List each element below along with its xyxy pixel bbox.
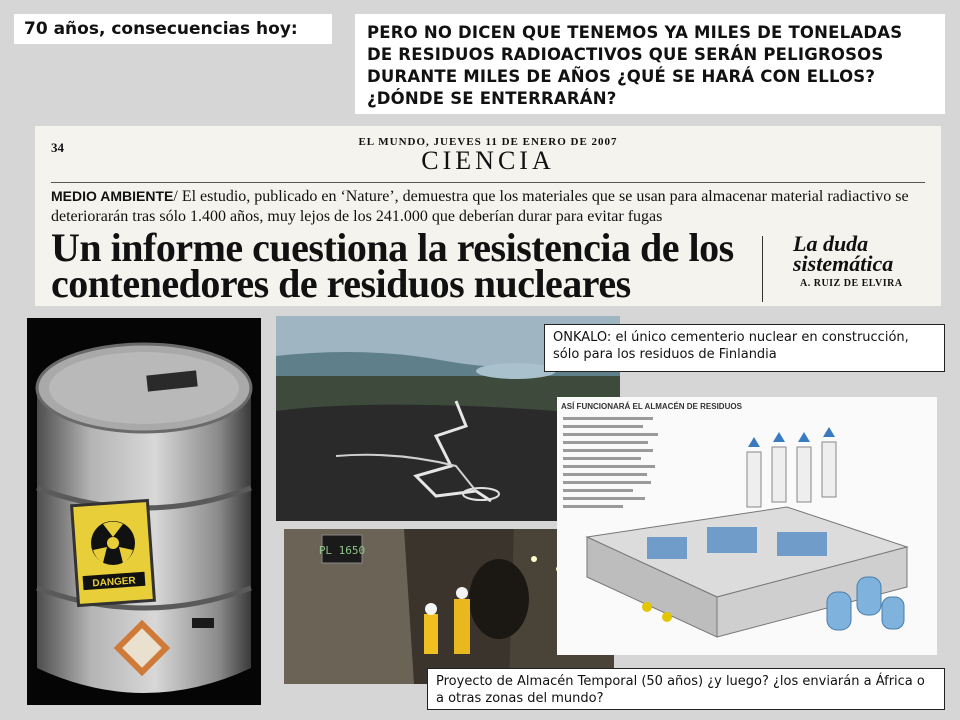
- newspaper-headline: Un informe cuestiona la resistencia de los contenedores de residuos nucleares: [51, 225, 734, 306]
- newspaper-date: EL MUNDO, JUEVES 11 DE ENERO DE 2007: [358, 136, 618, 148]
- barrel-illustration: [27, 318, 261, 705]
- newspaper-kicker: MEDIO AMBIENTE: [51, 188, 174, 204]
- waste-barrel-photo: [27, 318, 261, 705]
- slide-quote: PERO NO DICEN QUE TENEMOS YA MILES DE TONELADAS DE RESIDUOS RADIOACTIVOS QUE SERÁN PELIGROSOS DURANTE MILES DE AÑOS ¿QUÉ SE HARÁ CON ELLOS? ¿DÓNDE SE ENTERRARÁN?: [355, 14, 945, 114]
- tunnel-sign: PL 1650: [318, 544, 366, 557]
- newspaper-lead: [51, 186, 931, 227]
- barrel-label: DANGER: [92, 575, 137, 590]
- storage-caption: Proyecto de Almacén Temporal (50 años) ¿y luego? ¿los enviarán a África o a otras zonas del mundo?: [427, 668, 945, 710]
- onkalo-caption: ONKALO: el único cementerio nuclear en construcción, sólo para los residuos de Finlandia: [544, 324, 945, 372]
- storage-diagram: [557, 397, 937, 655]
- diagram-illustration: [557, 397, 937, 655]
- column-title: La duda sistemática: [793, 231, 894, 276]
- newspaper-page-number: 34: [51, 140, 64, 155]
- newspaper-section: CIENCIA: [421, 146, 555, 175]
- column-author: A. RUIZ DE ELVIRA: [800, 278, 903, 289]
- slide-title: 70 años, consecuencias hoy:: [14, 14, 332, 44]
- column-divider: [762, 236, 763, 302]
- newspaper-rule: [51, 182, 925, 183]
- diagram-title: ASÍ FUNCIONARÁ EL ALMACÉN DE RESIDUOS: [561, 402, 742, 411]
- newspaper-lead-text: / El estudio, publicado en ‘Nature’, demuestra que los materiales que se usan para almacenar material radiactivo se deteriorarán tras sólo 1.400 años, muy lejos de los 241.000 que deberían durar para evitar fugas: [51, 188, 909, 225]
- newspaper-clipping: [35, 126, 941, 306]
